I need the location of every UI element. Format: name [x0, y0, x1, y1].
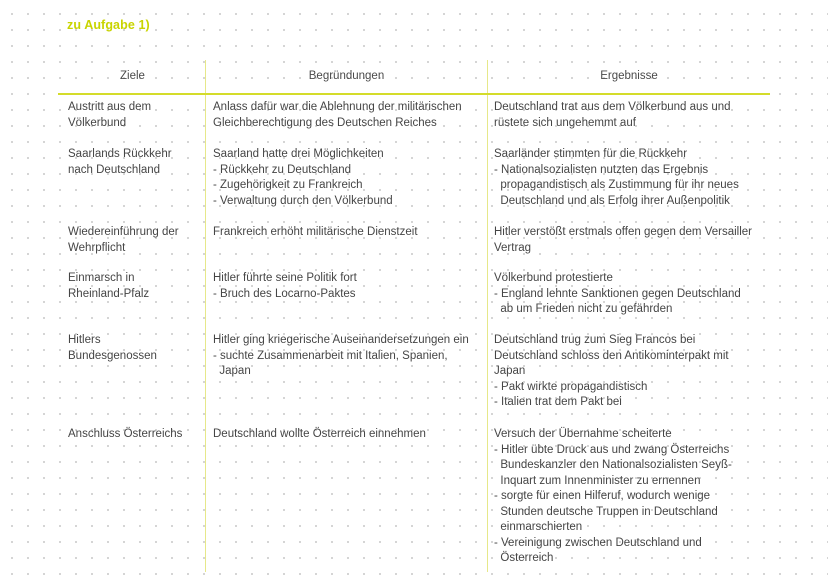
cell-text-line: Versuch der Übernahme scheiterte — [494, 428, 672, 440]
cell-text-line: Stunden deutsche Truppen in Deutschland — [494, 505, 718, 518]
cell-text-line: nach Deutschland — [68, 163, 161, 176]
cell-text-line: Bundesgenossen — [68, 349, 157, 362]
ziel-cell — [68, 225, 202, 256]
cell-text-line: Deutschland trug zum Sieg Francos bei — [494, 334, 696, 346]
page-heading: zu Aufgabe 1) — [67, 18, 150, 32]
cell-text-line: Deutschland wollte Österreich einnehmen — [213, 428, 426, 440]
cell-text-line: Wehrpflicht — [68, 241, 126, 254]
cell-text-line: Einmarsch in — [68, 272, 135, 284]
cell-text-line: - Vereinigung zwischen Deutschland und — [494, 536, 702, 549]
begruendung-cell — [213, 100, 485, 131]
cell-text-line: - Zugehörigkeit zu Frankreich — [213, 179, 363, 191]
cell-text-line: Deutschland trat aus dem Völkerbund aus und — [494, 101, 731, 113]
cell-text-line: Völkerbund — [68, 116, 127, 129]
cell-text-line: Hitlers — [68, 334, 101, 346]
begruendung-cell — [213, 427, 485, 443]
cell-text-line: Wiedereinführung der — [68, 226, 179, 238]
cell-text-line: Deutschland und als Erfolg ihrer Außenpolitik — [494, 194, 730, 207]
column-header-ergebnisse: Ergebnisse — [600, 70, 658, 82]
cell-text-line: - suchte Zusammenarbeit mit Italien, Spanien, — [213, 349, 448, 362]
column-divider — [205, 60, 206, 572]
cell-text-line: propagandistisch als Zustimmung für ihr neues — [494, 179, 739, 191]
ergebnis-cell — [494, 427, 770, 567]
cell-text-line: - Pakt wirkte propagandistisch — [494, 380, 648, 393]
column-header-begruendungen: Begründungen — [308, 70, 385, 82]
cell-text-line: - Rückkehr zu Deutschland — [213, 163, 352, 176]
cell-text-line: Deutschland schloss den Antikominterpakt mit — [494, 349, 729, 362]
ergebnis-cell — [494, 271, 770, 318]
ziel-cell — [68, 333, 202, 364]
cell-text-line: - Italien trat dem Pakt bei — [494, 396, 622, 408]
cell-text-line: - England lehnte Sanktionen gegen Deutschland — [494, 287, 741, 300]
cell-text-line: Inquart zum Innenminister zu ernennen — [494, 474, 701, 487]
cell-text-line: rüstete sich ungehemmt auf — [494, 116, 636, 129]
cell-text-line: Gleichberechtigung des Deutschen Reiches — [213, 116, 437, 129]
cell-text-line: Bundeskanzler den Nationalsozialisten Seyß- — [494, 459, 732, 471]
column-divider — [487, 60, 488, 572]
cell-text-line: Austritt aus dem — [68, 101, 152, 113]
cell-text-line: ab um Frieden nicht zu gefährden — [494, 303, 673, 315]
ziel-cell — [68, 271, 202, 302]
cell-text-line: - sorgte für einen Hilferuf, wodurch wenige — [494, 490, 711, 502]
cell-text-line: Rheinland-Pfalz — [68, 287, 150, 300]
cell-text-line: - Hitler übte Druck aus und zwang Österreichs — [494, 443, 730, 456]
cell-text-line: Hitler ging kriegerische Auseinandersetzungen ein — [213, 334, 469, 346]
cell-text-line: Anlass dafür war die Ablehnung der militärischen — [213, 101, 462, 113]
cell-text-line: - Bruch des Locarno-Paktes — [213, 287, 356, 300]
cell-text-line: Österreich — [494, 552, 554, 564]
column-header-ziele: Ziele — [120, 70, 145, 82]
cell-text-line: - Verwaltung durch den Völkerbund — [213, 194, 393, 207]
ergebnis-cell — [494, 333, 770, 411]
cell-text-line: Saarlands Rückkehr — [68, 148, 172, 160]
cell-text-line: Saarländer stimmten für die Rückkehr — [494, 148, 688, 160]
ziel-cell — [68, 427, 202, 443]
ziel-cell — [68, 100, 202, 131]
ergebnis-cell — [494, 100, 770, 131]
cell-text-line: - Nationalsozialisten nutzten das Ergebnis — [494, 163, 709, 176]
begruendung-cell — [213, 147, 485, 209]
ergebnis-cell — [494, 225, 770, 256]
ergebnis-cell — [494, 147, 770, 209]
cell-text-line: Vertrag — [494, 241, 532, 254]
header-underline — [58, 93, 770, 95]
cell-text-line: Völkerbund protestierte — [494, 272, 613, 284]
ziel-cell — [68, 147, 202, 178]
begruendung-cell — [213, 333, 485, 380]
begruendung-cell — [213, 271, 485, 302]
cell-text-line: Saarland hatte drei Möglichkeiten — [213, 148, 384, 160]
begruendung-cell — [213, 225, 485, 241]
cell-text-line: Hitler führte seine Politik fort — [213, 272, 357, 284]
cell-text-line: Hitler verstößt erstmals offen gegen dem Versailler — [494, 226, 753, 238]
cell-text-line: Anschluss Österreichs — [68, 428, 183, 440]
cell-text-line: Japan — [494, 365, 526, 377]
cell-text-line: einmarschierten — [494, 521, 583, 533]
cell-text-line: Japan — [213, 365, 251, 377]
cell-text-line: Frankreich erhöht militärische Dienstzeit — [213, 226, 418, 238]
